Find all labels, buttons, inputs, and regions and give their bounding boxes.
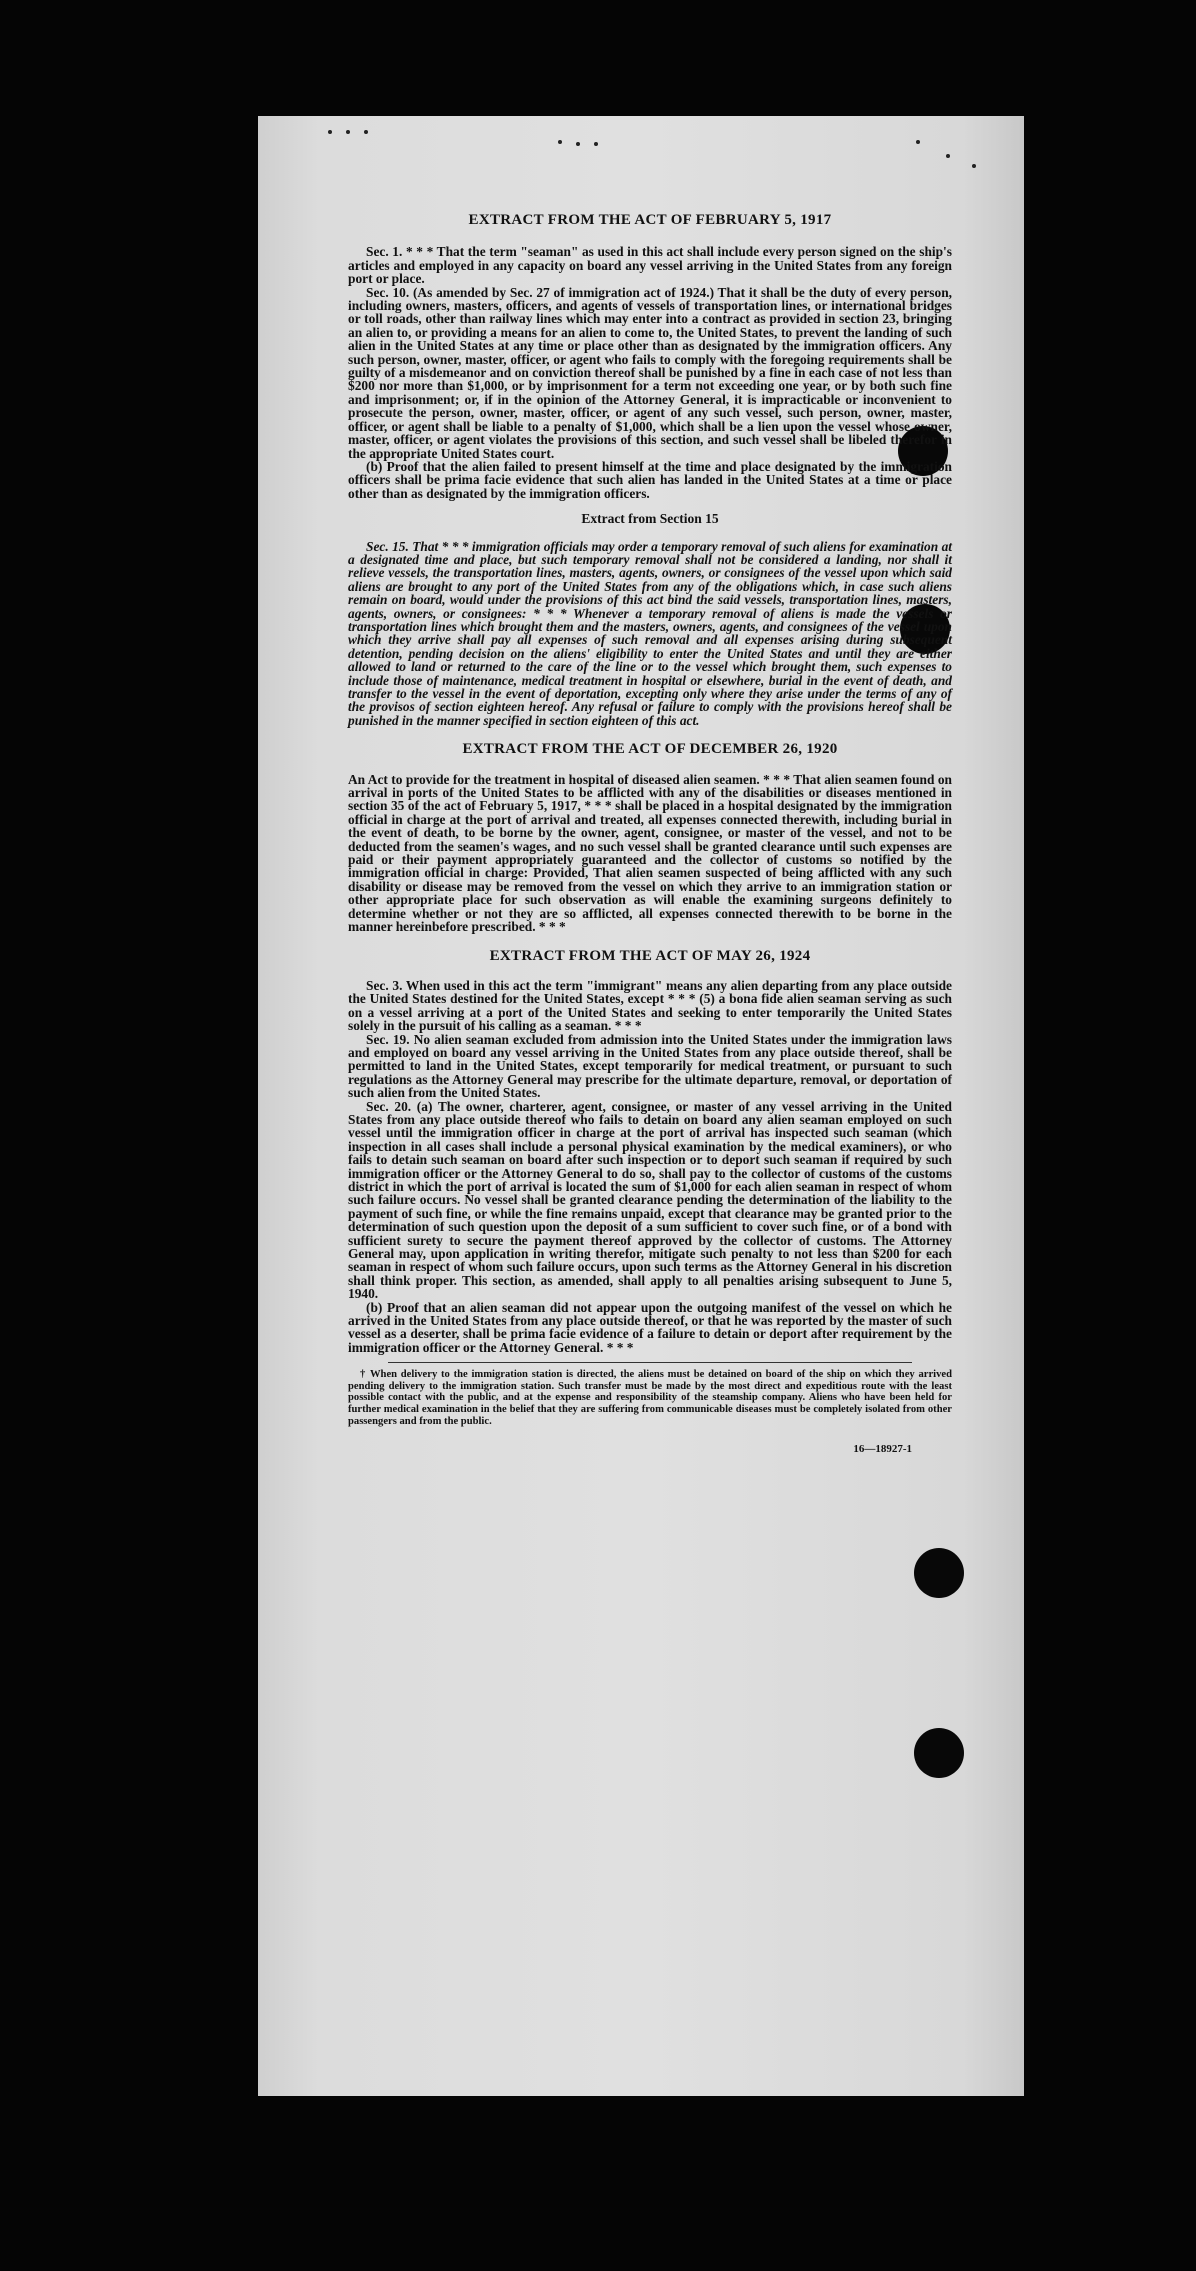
speck: [946, 154, 950, 158]
punch-hole: [914, 1728, 964, 1778]
speck: [346, 130, 350, 134]
speck: [972, 164, 976, 168]
heading-may-1924: EXTRACT FROM THE ACT OF MAY 26, 1924: [489, 947, 811, 964]
speck: [594, 142, 598, 146]
paragraph-sec-20b: (b) Proof that an alien seaman did not appear upon the outgoing manifest of the vessel on which he arrived in the United States from any place outside thereof, or that he was reported by the master of such vessel as a deserter, shall be prima facie evidence of a failure to detain or deport after requirement by the immigration officer or the Attorney General. * * *: [348, 1299, 952, 1355]
heading-dec-1920: EXTRACT FROM THE ACT OF DECEMBER 26, 1920: [462, 741, 838, 758]
document-page: [258, 116, 1024, 2096]
paragraph-sec-10b: (b) Proof that the alien failed to present himself at the time and place designated by the immigration officers shall be prima facie evidence that such alien has landed in the United States at a time or place other than as designated by the immigration officers.: [348, 458, 952, 501]
heading-feb-1917: EXTRACT FROM THE ACT OF FEBRUARY 5, 1917: [468, 212, 832, 228]
footnote: [348, 1369, 952, 1427]
speck: [558, 140, 562, 144]
speck: [576, 142, 580, 146]
paragraph-sec-1: Sec. 1. * * * That the term "seaman" as used in this act shall include every person signed on the ship's articles and employed in any capacity on board any vessel arriving in the United States from any foreign port or place.: [348, 244, 952, 287]
paragraph-sec-15: Sec. 15. That * * * immigration officials may order a temporary removal of such aliens for examination at a designated time and place, but such temporary removal shall not be considered a landing, nor shall it relieve vessels, the transportation lines, masters, agents, owners, or consignees of the vessel upon which said aliens are brought to any port of the United States from any of the obligations which, in case such aliens remain on board, would under the provisions of this act bind the said vessels, transportation lines, masters, agents, owners, or consignees: * * * Whenever a temporary removal of aliens is made the vessels or transportation lines which brought them and the masters, owners, agents, and consignees of the vessel upon which they arrive shall pay all expenses of such removal and all expenses arising during subsequent detention, pending decision on the aliens' eligibility to enter the United States and until they are either allowed to land or returned to the care of the line or to the vessel which brought them, such expenses to include those of maintenance, medical treatment in hospital or elsewhere, burial in the event of death, and transfer to the vessel in the event of deportation, excepting only where they arise under the terms of any of the provisos of section eighteen hereof. Any refusal or failure to comply with the provisions hereof shall be punished in the manner specified in section eighteen of this act.: [348, 538, 952, 728]
document-text: [348, 214, 952, 1457]
paragraph-sec-3: Sec. 3. When used in this act the term "immigrant" means any alien departing from any place outside the United States destined for the United States, except * * * (5) a bona fide alien seaman serving as such on a vessel arriving at a port of the United States and seeking to enter temporarily the United States solely in the pursuit of his calling as a seaman. * * *: [348, 977, 952, 1034]
form-number: 16—18927-1: [853, 1443, 912, 1456]
paragraph-sec-19: Sec. 19. No alien seaman excluded from admission into the United States under the immigration laws and employed on board any vessel arriving in the United States from any place outside thereof, shall be permitted to land in the United States, except temporarily for medical treatment, or pursuant to such regulations as the Attorney General may prescribe for the ultimate departure, removal, or deportation of such alien from the United States.: [348, 1031, 952, 1101]
punch-hole: [914, 1548, 964, 1598]
paragraph-sec-20a: Sec. 20. (a) The owner, charterer, agent, consignee, or master of any vessel arriving in the United States from any place outside thereof who fails to detain on board any alien seaman employed on such vessel until the immigration officer in charge at the port of arrival has inspected such seaman (which inspection in all cases shall include a personal physical examination by the medical examiners), or who fails to detain such seaman on board after such inspection or to deport such seaman if required by such immigration officer or the Attorney General to do so, shall pay to the collector of customs of the customs district in which the port of arrival is located the sum of $1,000 for each alien seaman in respect of whom such failure occurs. No vessel shall be granted clearance pending the determination of the liability to the payment of such fine, or while the fine remains unpaid, except that clearance may be granted prior to the determination of such question upon the deposit of a sum sufficient to cover such fine, or of a bond with sufficient surety to secure the payment thereof approved by the collector of customs. The Attorney General may, upon application in writing therefor, mitigate such penalty to not less than $200 for each seaman in respect of whom such failure occurs, upon such terms as the Attorney General in his discretion shall think proper. This section, as amended, shall apply to all penalties arising subsequent to June 5, 1940.: [348, 1098, 952, 1302]
paragraph-sec-10: Sec. 10. (As amended by Sec. 27 of immigration act of 1924.) That it shall be the duty of every person, including owners, masters, officers, and agents of vessels of transportation lines, or international bridges or toll roads, other than railway lines which may enter into a contract as provided in section 23, bringing an alien to, or providing a means for an alien to come to, the United States, to prevent the landing of such alien in the United States at any time or place other than as designated by the immigration officers. Any such person, owner, master, officer, or agent who fails to comply with the foregoing requirements shall be guilty of a misdemeanor and on conviction thereof shall be punished by a fine in each case of not less than $200 nor more than $1,000, or by imprisonment for a term not exceeding one year, or by both such fine and imprisonment; or, if in the opinion of the Attorney General, it is impracticable or inconvenient to prosecute the person, owner, master, officer, or agent of any such vessel, such person, owner, master, officer, or agent shall be liable to a penalty of $1,000, which shall be a lien upon the vessel whose owner, master, officer, or agent violates the provisions of this section, and such vessel shall be libeled therefor in the appropriate United States court.: [348, 284, 952, 461]
footnote-text: † When delivery to the immigration station is directed, the aliens must be detained on board of the ship on which they arrived pending delivery to the immigration station. Such transfer must be made by the most direct and expeditious route with the least possible contact with the public, and at the expense and responsibility of the steamship company. Aliens who have been held for further medical examination in the belief that they are suffering from communicable diseases must be completely isolated from other passengers and from the public.: [348, 1369, 952, 1427]
heading-section-15: Extract from Section 15: [581, 511, 719, 527]
speck: [916, 140, 920, 144]
speck: [328, 130, 332, 134]
paragraph-dec-1920: An Act to provide for the treatment in hospital of diseased alien seamen. * * * That alien seamen found on arrival in ports of the United States to be afflicted with any of the disabilities or diseases mentioned in section 35 of the act of February 5, 1917, * * * shall be placed in a hospital designated by the immigration official in charge at the port of arrival and treated, all expenses connected therewith, including burial in the event of death, to be borne by the owner, agent, consignee, or master of the vessel, and not to be deducted from the seamen's wages, and no such vessel shall be granted clearance until such expenses are paid or their payment appropriately guaranteed and the collector of customs so notified by the immigration official in charge: Provided, That alien seamen suspected of being afflicted with any such disability or disease may be removed from the vessel on which they arrive to an immigration station or other appropriate place for such observation as will enable the examining surgeons definitely to determine whether or not they are so afflicted, all expenses connected therewith to be borne in the manner hereinbefore prescribed. * * *: [348, 771, 952, 935]
footnote-divider: [388, 1362, 912, 1363]
speck: [364, 130, 368, 134]
